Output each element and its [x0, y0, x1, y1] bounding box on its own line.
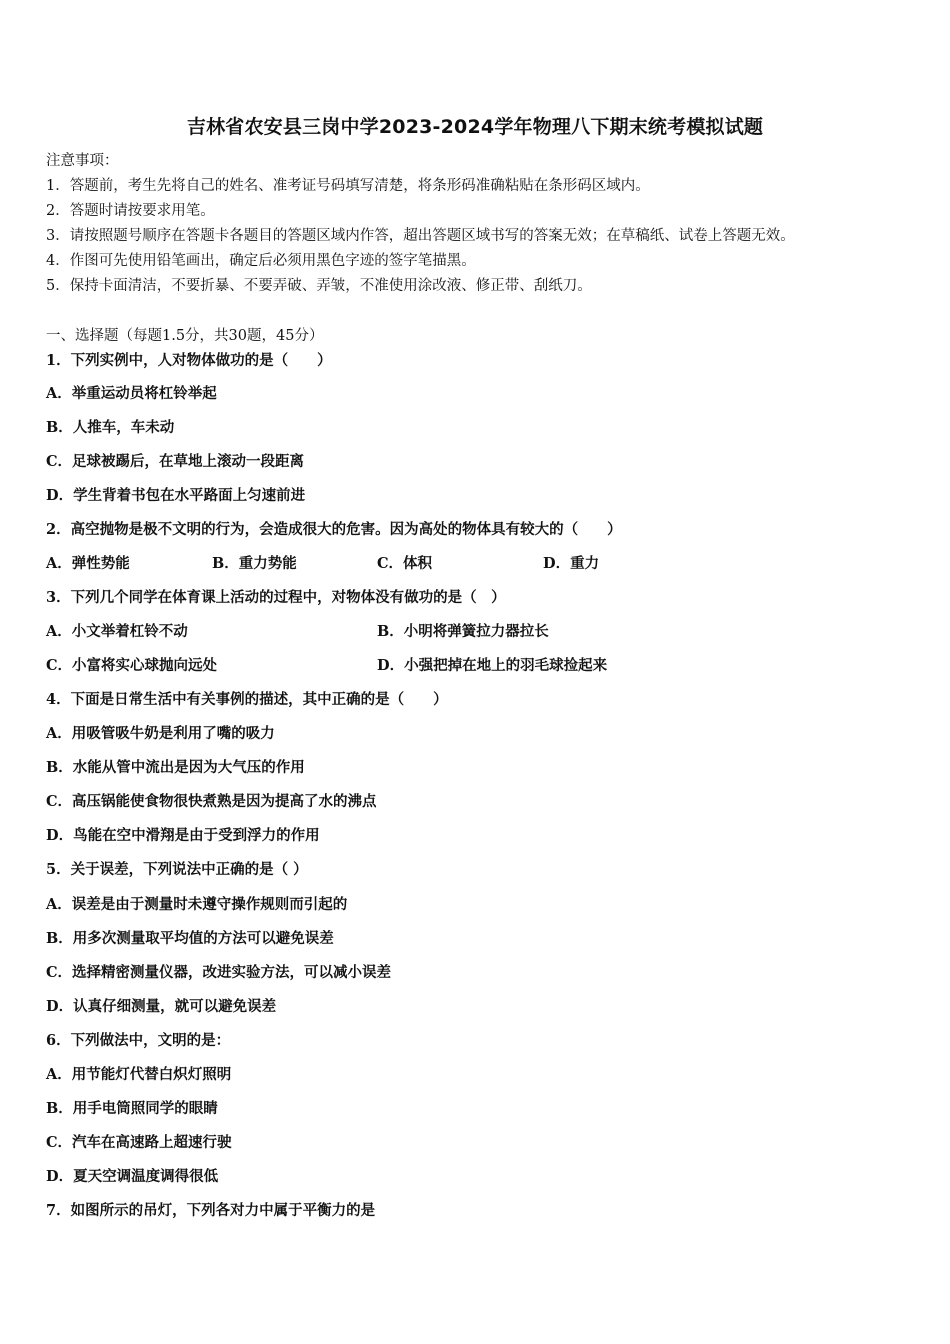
- option-a: A．小文举着杠铃不动: [46, 623, 188, 640]
- option-b: B．用手电筒照同学的眼睛: [46, 1100, 218, 1117]
- option-a: A．误差是由于测量时未遵守操作规则而引起的: [46, 896, 348, 913]
- option-a: A．举重运动员将杠铃举起: [46, 385, 217, 402]
- option-d: D．重力: [543, 555, 600, 572]
- option-a: A．用节能灯代替白炽灯照明: [46, 1066, 232, 1083]
- option-d: D．鸟能在空中滑翔是由于受到浮力的作用: [46, 827, 320, 844]
- notice-item: 1．答题前，考生先将自己的姓名、准考证号码填写清楚，将条形码准确粘贴在条形码区域内。: [46, 178, 650, 194]
- option-a: A．用吸管吸牛奶是利用了嘴的吸力: [46, 725, 275, 742]
- option-d: D．夏天空调温度调得很低: [46, 1168, 219, 1185]
- option-d: D．学生背着书包在水平路面上匀速前进: [46, 487, 306, 504]
- option-d: D．认真仔细测量，就可以避免误差: [46, 998, 277, 1015]
- question-stem: 5．关于误差，下列说法中正确的是（ ）: [46, 861, 308, 878]
- notice-item: 2．答题时请按要求用笔。: [46, 203, 215, 219]
- question-stem: 4．下面是日常生活中有关事例的描述，其中正确的是（ ）: [46, 691, 448, 708]
- option-b: B．用多次测量取平均值的方法可以避免误差: [46, 930, 334, 947]
- page-title: 吉林省农安县三岗中学2023-2024学年物理八下期末统考模拟试题: [186, 116, 764, 138]
- question-stem: 6．下列做法中，文明的是：: [46, 1032, 231, 1049]
- option-c: C．体积: [377, 555, 433, 572]
- option-c: C．高压锅能使食物很快煮熟是因为提高了水的沸点: [46, 793, 377, 810]
- notice-item: 5．保持卡面清洁，不要折暴、不要弄破、弄皱，不准使用涂改液、修正带、刮纸刀。: [46, 278, 592, 294]
- option-a: A．弹性势能: [46, 555, 130, 572]
- notice-heading: 注意事项：: [46, 153, 119, 169]
- option-b: B．小明将弹簧拉力器拉长: [377, 623, 549, 640]
- question-stem: 7．如图所示的吊灯，下列各对力中属于平衡力的是: [46, 1202, 376, 1219]
- notice-item: 4．作图可先使用铅笔画出，确定后必须用黑色字迹的签字笔描黑。: [46, 253, 476, 269]
- option-c: C．小富将实心球抛向远处: [46, 657, 218, 674]
- option-b: B．人推车，车未动: [46, 419, 175, 436]
- question-stem: 1．下列实例中，人对物体做功的是（ ）: [46, 352, 332, 369]
- option-c: C．汽车在高速路上超速行驶: [46, 1134, 232, 1151]
- section-heading: 一、选择题（每题1.5分，共30题，45分）: [46, 328, 324, 344]
- question-stem: 3．下列几个同学在体育课上活动的过程中，对物体没有做功的是（ ）: [46, 589, 506, 606]
- option-c: C．足球被踢后，在草地上滚动一段距离: [46, 453, 305, 470]
- option-c: C．选择精密测量仪器，改进实验方法，可以减小误差: [46, 964, 392, 981]
- question-stem: 2．高空抛物是极不文明的行为，会造成很大的危害。因为高处的物体具有较大的（ ）: [46, 521, 622, 538]
- notice-item: 3．请按照题号顺序在答题卡各题目的答题区域内作答，超出答题区域书写的答案无效；在草稿纸、试卷上答题无效。: [46, 228, 795, 244]
- option-b: B．重力势能: [212, 555, 297, 572]
- option-d: D．小强把掉在地上的羽毛球捡起来: [377, 657, 608, 674]
- option-b: B．水能从管中流出是因为大气压的作用: [46, 759, 305, 776]
